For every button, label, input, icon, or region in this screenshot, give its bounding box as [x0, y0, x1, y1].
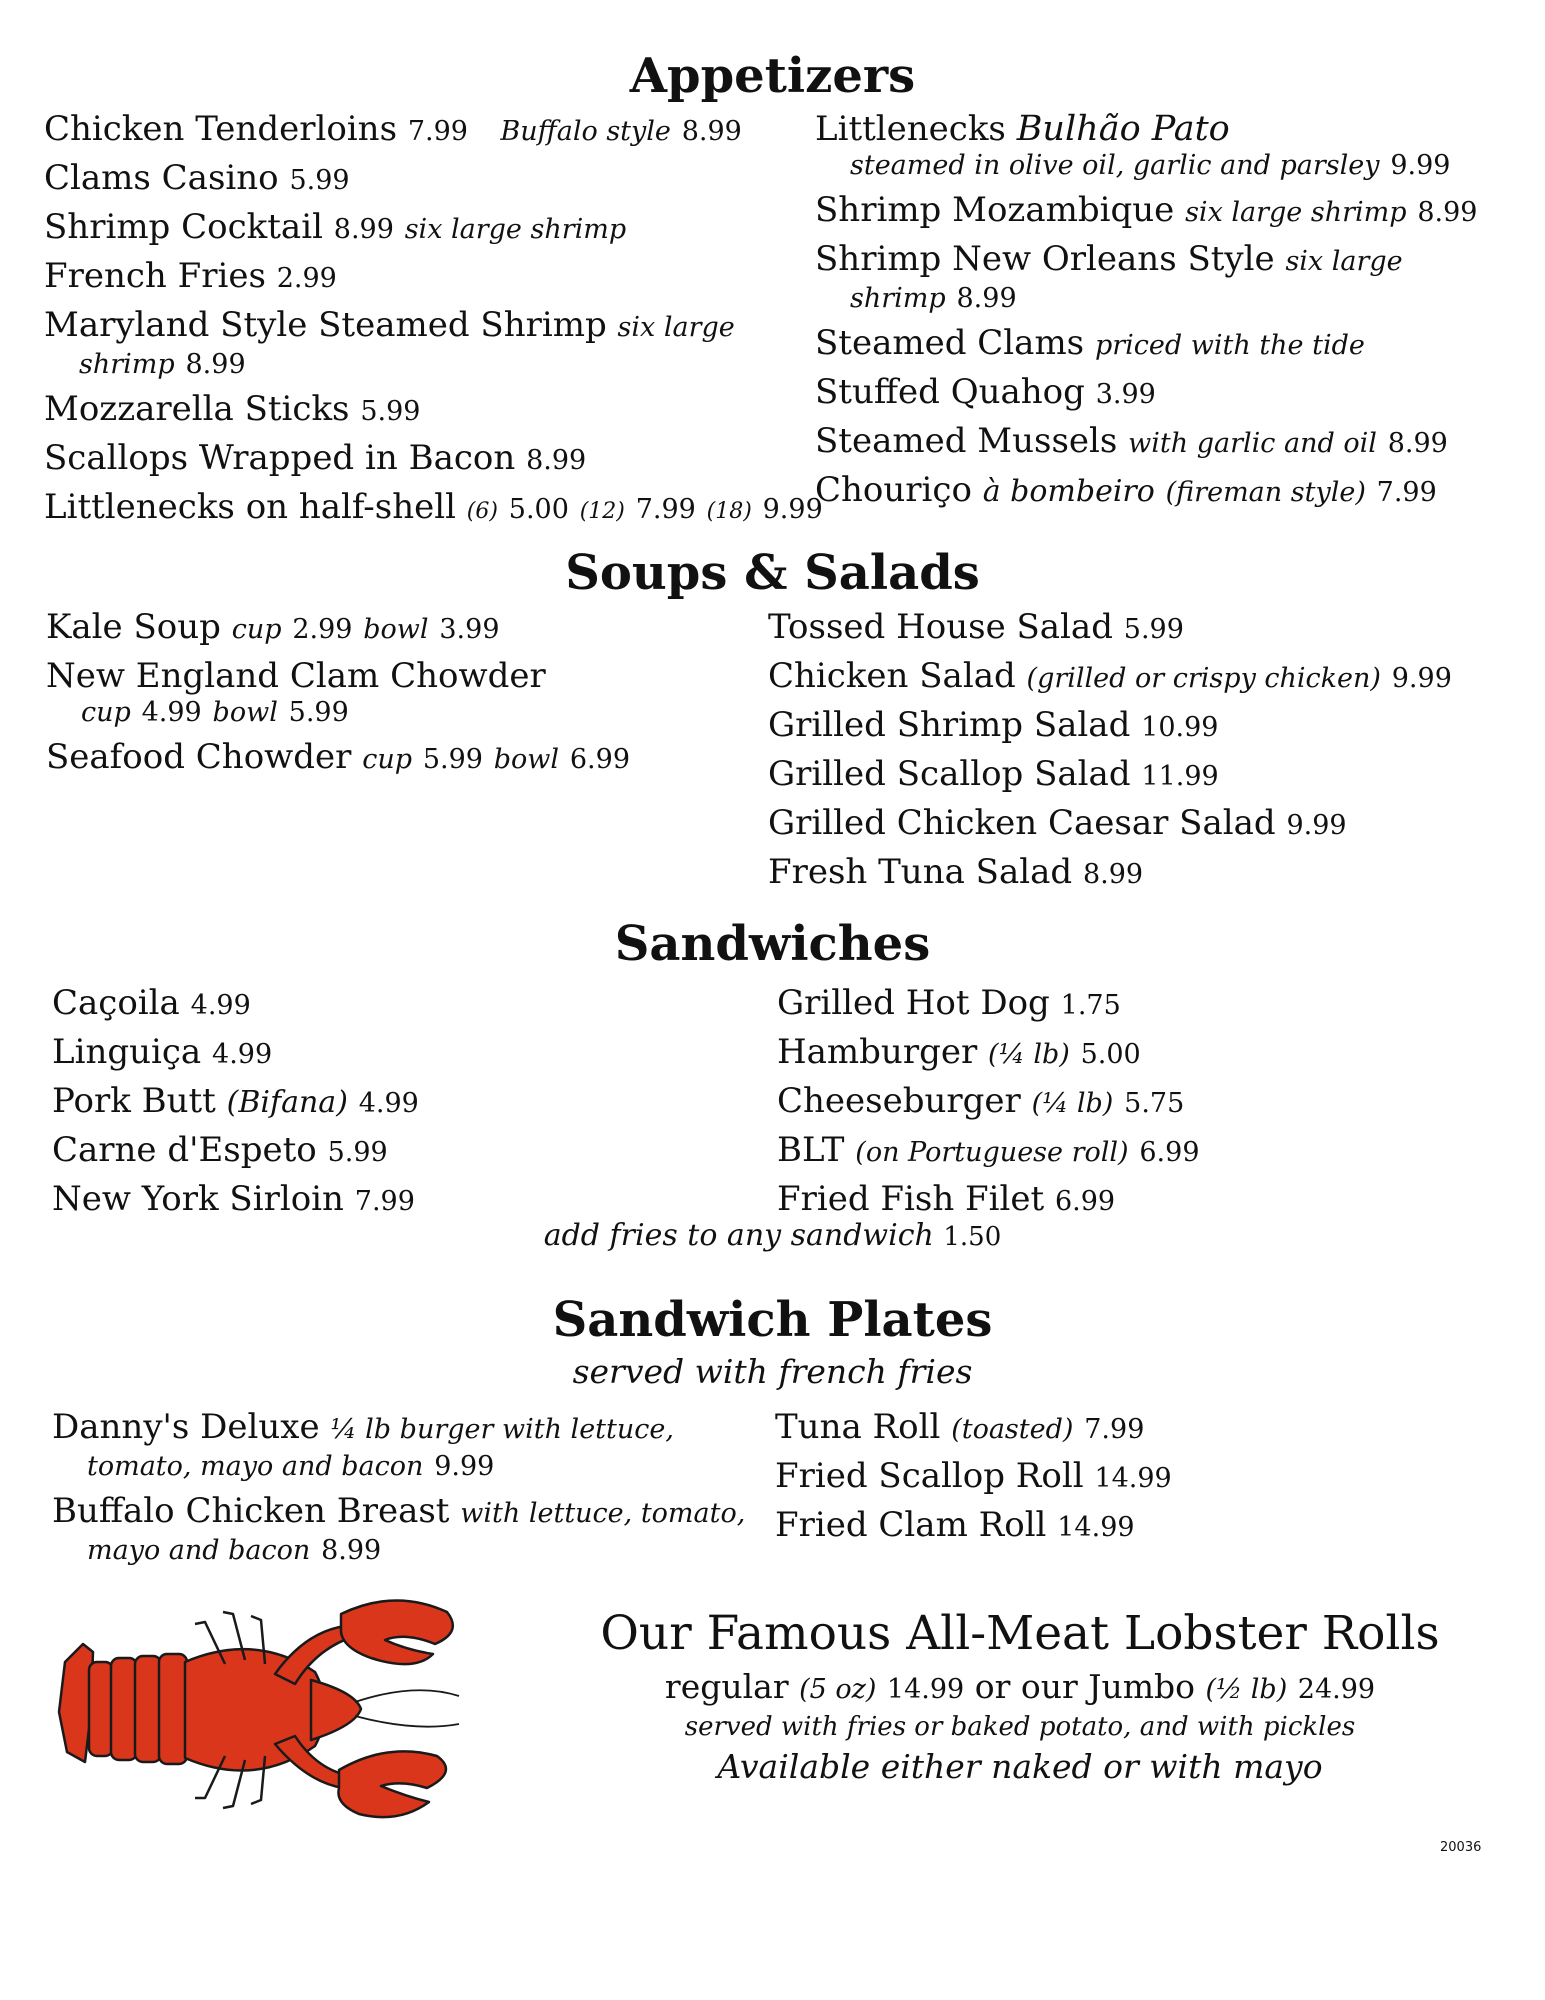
menu-item: Shrimp Cocktail 8.99 six large shrimp — [44, 207, 627, 247]
soups-column — [46, 604, 630, 783]
sandwiches-right-column — [777, 980, 1200, 1225]
sandwiches-heading: Sandwiches — [614, 916, 931, 972]
sandwich-plates-heading: Sandwich Plates — [552, 1292, 993, 1348]
menu-item: Cheeseburger (¼ lb) 5.75 — [777, 1081, 1185, 1121]
menu-item: Grilled Scallop Salad 11.99 — [768, 754, 1219, 794]
menu-item: Fried Scallop Roll 14.99 — [775, 1456, 1172, 1496]
menu-item: Shrimp New Orleans Style six large shrimp 8.99 — [815, 239, 1403, 314]
menu-item: Hamburger (¼ lb) 5.00 — [777, 1032, 1141, 1072]
menu-item: Clams Casino 5.99 — [44, 158, 350, 198]
menu-item: Chicken Tenderloins 7.99 Buffalo style 8.99 — [44, 109, 742, 149]
plates-right-column — [775, 1404, 1172, 1551]
menu-item: Fried Clam Roll 14.99 — [775, 1505, 1135, 1545]
menu-item: Littlenecks Bulhão Pato steamed in olive oil, garlic and parsley 9.99 — [815, 109, 1451, 181]
menu-item: New York Sirloin 7.99 — [52, 1179, 415, 1219]
menu-item: Buffalo Chicken Breast with lettuce, tomato, mayo and bacon 8.99 — [52, 1491, 746, 1566]
menu-item: Grilled Hot Dog 1.75 — [777, 983, 1121, 1023]
lobster-rolls-title: Our Famous All-Meat Lobster Rolls — [600, 1606, 1440, 1661]
menu-item: Linguiça 4.99 — [52, 1032, 273, 1072]
menu-item: Caçoila 4.99 — [52, 983, 251, 1023]
lobster-rolls-available: Available either naked or with mayo — [717, 1747, 1323, 1786]
menu-item: Tossed House Salad 5.99 — [768, 607, 1184, 647]
menu-item: Fresh Tuna Salad 8.99 — [768, 852, 1144, 892]
menu-item: New England Clam Chowder cup 4.99 bowl 5.99 — [46, 656, 546, 728]
menu-item: Shrimp Mozambique six large shrimp 8.99 — [815, 190, 1478, 230]
menu-item: Grilled Chicken Caesar Salad 9.99 — [768, 803, 1347, 843]
menu-item: Pork Butt (Bifana) 4.99 — [52, 1081, 419, 1121]
menu-item: Steamed Mussels with garlic and oil 8.99 — [815, 421, 1448, 461]
menu-item: Chouriço à bombeiro (fireman style) 7.99 — [815, 470, 1437, 510]
menu-item: Stuffed Quahog 3.99 — [815, 372, 1156, 412]
menu-item: Grilled Shrimp Salad 10.99 — [768, 705, 1219, 745]
menu-item: Tuna Roll (toasted) 7.99 — [775, 1407, 1145, 1447]
soups-salads-heading: Soups & Salads — [565, 545, 980, 601]
menu-item: Danny's Deluxe ¼ lb burger with lettuce, tomato, mayo and bacon 9.99 — [52, 1407, 674, 1482]
menu-item: Scallops Wrapped in Bacon 8.99 — [44, 438, 587, 478]
lobster-illustration-icon — [55, 1592, 465, 1827]
menu-item: Steamed Clams priced with the tide — [815, 323, 1365, 363]
menu-item: French Fries 2.99 — [44, 256, 337, 296]
appetizers-heading: Appetizers — [629, 48, 916, 104]
menu-item: Kale Soup cup 2.99 bowl 3.99 — [46, 607, 500, 647]
sandwich-plates-subtitle: served with french fries — [572, 1352, 973, 1391]
appetizers-right-column — [815, 106, 1477, 516]
lobster-rolls-prices: regular (5 oz) 14.99 or our Jumbo (½ lb) 24.99 — [664, 1667, 1376, 1706]
menu-item: Maryland Style Steamed Shrimp six large shrimp 8.99 — [44, 305, 735, 380]
sandwich-fries-note: add fries to any sandwich 1.50 — [543, 1218, 1002, 1253]
appetizers-left-column — [44, 106, 823, 535]
plates-left-column — [52, 1404, 745, 1572]
menu-item: Mozzarella Sticks 5.99 — [44, 389, 421, 429]
lobster-rolls-served: served with fries or baked potato, and with pickles — [684, 1712, 1356, 1742]
menu-item: Chicken Salad (grilled or crispy chicken) 9.99 — [768, 656, 1452, 696]
menu-item: Carne d'Espeto 5.99 — [52, 1130, 388, 1170]
menu-code: 20036 — [1440, 1840, 1482, 1855]
sandwiches-left-column — [52, 980, 419, 1225]
menu-item: Seafood Chowder cup 5.99 bowl 6.99 — [46, 737, 630, 777]
menu-item: Fried Fish Filet 6.99 — [777, 1179, 1116, 1219]
menu-item: Littlenecks on half-shell (6) 5.00 (12) 7.99 (18) 9.99 — [44, 487, 823, 527]
menu-item: BLT (on Portuguese roll) 6.99 — [777, 1130, 1200, 1170]
salads-column — [768, 604, 1452, 898]
